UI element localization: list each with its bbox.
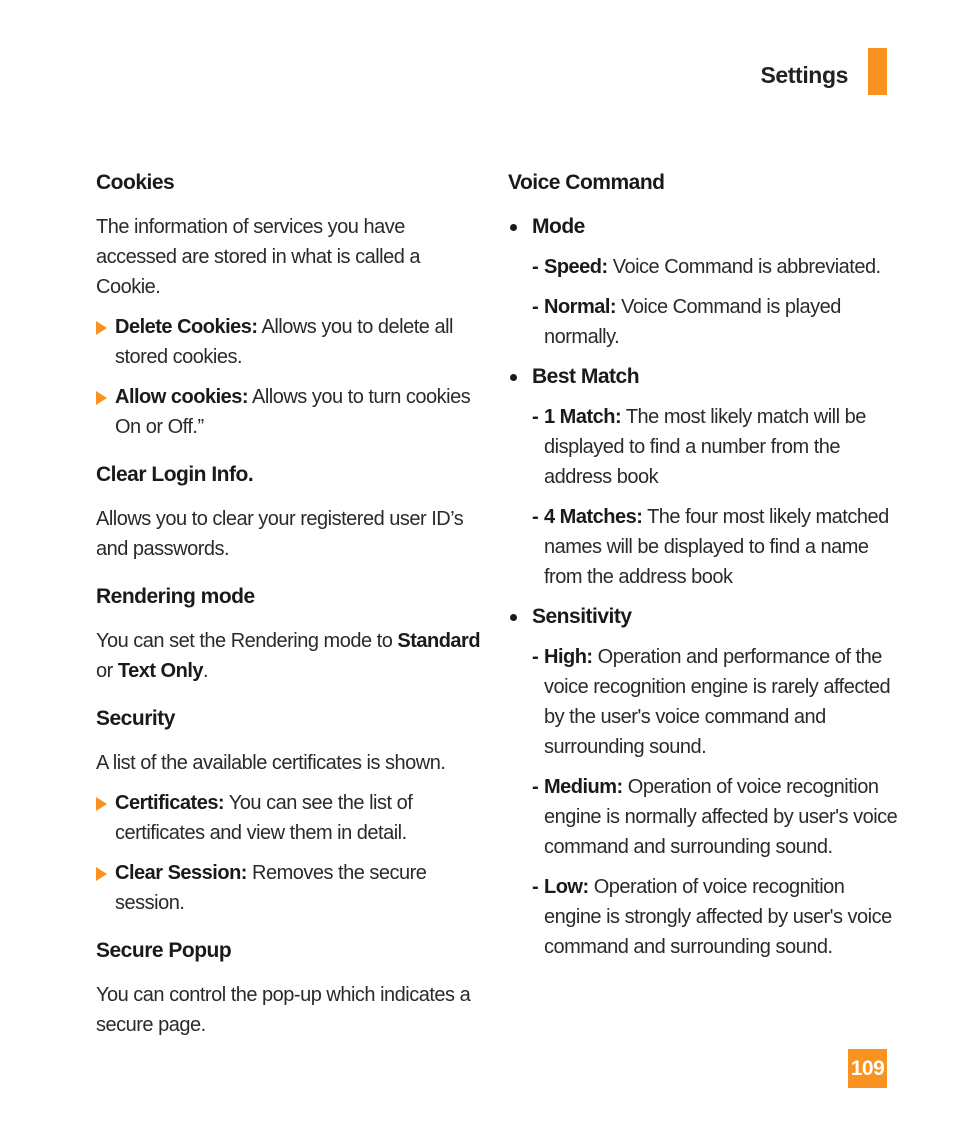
item-text: Voice Command is abbreviated. (607, 256, 881, 278)
normal-item (508, 292, 898, 352)
bullet-icon (510, 374, 517, 381)
bullet-icon (510, 224, 517, 231)
page-number: 109 (848, 1049, 887, 1088)
bullet-label: Mode (532, 215, 585, 238)
arrow-icon (96, 391, 107, 405)
rendering-section (96, 582, 486, 686)
secure-popup-section (96, 936, 486, 1040)
item-label: 1 Match: (544, 406, 622, 428)
item-text: Voice Command is played normally. (544, 296, 841, 348)
best-match-bullet (508, 362, 898, 392)
rendering-text: You can set the Rendering mode to (96, 630, 398, 652)
one-match-item (508, 402, 898, 492)
text-only-option: Text Only (117, 660, 203, 682)
four-matches-item (508, 502, 898, 592)
item-text: Operation of voice recognition engine is normally affected by user's voice command and surrounding sound. (544, 776, 898, 858)
item-text: Allows you to turn cookies On or Off.” (115, 386, 471, 438)
dash-icon: - (532, 776, 539, 798)
dash-icon: - (532, 406, 539, 428)
arrow-icon (96, 797, 107, 811)
standard-option: Standard (397, 630, 481, 652)
item-text: You can see the list of certificates and view them in detail. (115, 792, 413, 844)
item-text: Operation and performance of the voice recognition engine is rarely affected by the user's voice command and surrounding sound. (544, 646, 891, 758)
speed-item (508, 252, 898, 282)
rendering-description (96, 626, 486, 686)
or-text: or (96, 660, 118, 682)
security-heading: Security (96, 707, 175, 730)
cookies-section (96, 168, 486, 442)
bullet-label: Best Match (532, 365, 640, 388)
voice-command-heading: Voice Command (508, 171, 665, 194)
arrow-icon (96, 867, 107, 881)
arrow-icon (96, 321, 107, 335)
dash-icon: - (532, 506, 539, 528)
dash-icon: - (532, 646, 539, 668)
mode-bullet (508, 212, 898, 242)
delete-cookies-item (96, 312, 486, 372)
item-text: Operation of voice recognition engine is strongly affected by user's voice command and surrounding sound. (544, 876, 892, 958)
item-label: Clear Session: (115, 862, 247, 884)
clear-login-heading: Clear Login Info. (96, 463, 254, 486)
medium-item (508, 772, 898, 862)
section-tab-marker (868, 48, 887, 95)
item-label: Medium: (544, 776, 623, 798)
item-label: 4 Matches: (544, 506, 643, 528)
right-column (508, 168, 898, 972)
secure-popup-heading: Secure Popup (96, 939, 232, 962)
item-label: High: (544, 646, 593, 668)
item-text: The most likely match will be displayed to find a number from the address book (544, 406, 866, 488)
left-column (96, 168, 486, 1058)
cookies-description: The information of services you have accessed are stored in what is called a Cookie. (96, 216, 421, 298)
item-text: Allows you to delete all stored cookies. (115, 316, 453, 368)
dash-icon: - (532, 876, 539, 898)
cookies-heading: Cookies (96, 171, 175, 194)
certificates-item (96, 788, 486, 848)
section-title: Settings (760, 62, 848, 88)
item-text: The four most likely matched names will be displayed to find a name from the address book (544, 506, 889, 588)
item-label: Speed: (544, 256, 608, 278)
sensitivity-bullet (508, 602, 898, 632)
security-section (96, 704, 486, 918)
item-label: Delete Cookies: (115, 316, 258, 338)
high-item (508, 642, 898, 762)
secure-popup-description: You can control the pop-up which indicates a secure page. (96, 984, 471, 1036)
bullet-icon (510, 614, 517, 621)
dash-icon: - (532, 256, 539, 278)
clear-login-description: Allows you to clear your registered user ID’s and passwords. (96, 508, 464, 560)
low-item (508, 872, 898, 962)
allow-cookies-item (96, 382, 486, 442)
item-text: Removes the secure session. (115, 862, 427, 914)
item-label: Certificates: (115, 792, 225, 814)
bullet-label: Sensitivity (532, 605, 632, 628)
period: . (203, 660, 209, 682)
dash-icon: - (532, 296, 539, 318)
security-description: A list of the available certificates is shown. (96, 752, 446, 774)
rendering-heading: Rendering mode (96, 585, 255, 608)
item-label: Allow cookies: (115, 386, 249, 408)
clear-session-item (96, 858, 486, 918)
item-label: Normal: (544, 296, 617, 318)
clear-login-section (96, 460, 486, 564)
item-label: Low: (544, 876, 589, 898)
